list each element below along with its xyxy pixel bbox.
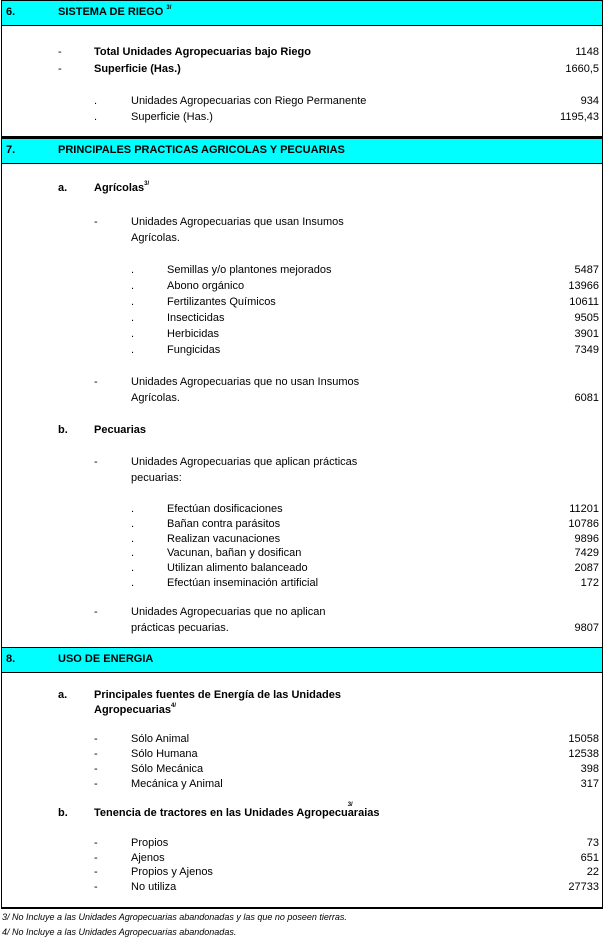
item-label: Fertilizantes Químicos — [167, 296, 276, 308]
uses-inputs-label: Unidades Agropecuarias que usan Insumos — [131, 216, 344, 228]
item-value: 11201 — [569, 503, 599, 515]
item-value: 317 — [580, 778, 599, 790]
item-label: No utiliza — [131, 881, 177, 893]
bullet: . — [131, 328, 135, 340]
bullet: . — [131, 518, 135, 530]
item-label: Propios — [131, 837, 169, 849]
item-value: 10611 — [569, 296, 599, 308]
section-8-header — [1, 647, 603, 673]
no-practices-value: 9807 — [574, 622, 599, 634]
applies-practices-label: Unidades Agropecuarias que aplican prácticas — [131, 456, 358, 468]
item-value: 27733 — [568, 881, 599, 893]
row-label: Superficie (Has.) — [131, 111, 213, 123]
bullet: - — [94, 881, 98, 893]
bullet: - — [58, 46, 62, 58]
subsection-b-letter: b. — [58, 424, 68, 436]
bullet: . — [131, 577, 135, 589]
energy-a-title-cont: Agropecuarias$^{4/}$ — [94, 703, 177, 716]
row-label: Unidades Agropecuarias con Riego Permanente — [131, 95, 367, 107]
bullet: - — [94, 606, 98, 618]
item-label: Ajenos — [131, 852, 165, 864]
subsection-a-letter: a. — [58, 182, 68, 194]
section-8-title: USO DE ENERGIA — [58, 653, 154, 665]
item-value: 398 — [580, 763, 599, 775]
bullet: . — [131, 280, 135, 292]
bullet: . — [94, 95, 98, 107]
item-value: 73 — [586, 837, 599, 849]
item-label: Bañan contra parásitos — [167, 518, 281, 530]
applies-practices-label-cont: pecuarias: — [131, 472, 182, 484]
no-inputs-value: 6081 — [574, 392, 599, 404]
section-6-body — [1, 26, 603, 136]
row-value: 1195,43 — [560, 111, 599, 123]
item-label: Insecticidas — [167, 312, 225, 324]
section-7-body — [1, 164, 603, 647]
footnote-3: 3/ No Incluye a las Unidades Agropecuarias abandonadas y las que no poseen tierras. — [2, 912, 347, 922]
bullet: . — [131, 547, 135, 559]
energy-a-title: Principales fuentes de Energía de las Unidades — [94, 689, 341, 701]
section-8-body — [1, 673, 603, 909]
energy-a-letter: a. — [58, 689, 68, 701]
row-label: Total Unidades Agropecuarias bajo Riego — [94, 46, 311, 58]
footnote-4: 4/ No Incluye a las Unidades Agropecuarias abandonadas. — [2, 927, 237, 937]
item-label: Propios y Ajenos — [131, 866, 213, 878]
item-label: Vacunan, bañan y dosifican — [167, 547, 302, 559]
bullet: - — [94, 763, 98, 775]
bullet: - — [94, 778, 98, 790]
item-value: 9505 — [574, 312, 599, 324]
item-value: 5487 — [574, 264, 599, 276]
bullet: . — [131, 312, 135, 324]
item-label: Realizan vacunaciones — [167, 533, 281, 545]
no-practices-label-cont: prácticas pecuarias. — [131, 622, 229, 634]
item-value: 9896 — [574, 533, 599, 545]
bullet: - — [94, 852, 98, 864]
bullet: - — [94, 733, 98, 745]
bullet: - — [58, 63, 62, 75]
bullet: - — [94, 866, 98, 878]
row-value: 934 — [580, 95, 599, 107]
energy-b-letter: b. — [58, 807, 68, 819]
item-label: Herbicidas — [167, 328, 219, 340]
item-value: 15058 — [568, 733, 599, 745]
item-value: 7429 — [574, 547, 599, 559]
item-label: Sólo Animal — [131, 733, 190, 745]
item-label: Abono orgánico — [167, 280, 245, 292]
item-value: 2087 — [574, 562, 599, 574]
energy-b-title: Tenencia de tractores en las Unidades Agropecu 3/ araias — [94, 807, 380, 820]
bullet: - — [94, 748, 98, 760]
item-value: 172 — [580, 577, 599, 589]
bullet: - — [94, 837, 98, 849]
subsection-a-title: Agrícolas$^{3/}$ — [94, 181, 150, 194]
bullet: . — [94, 111, 98, 123]
item-value: 3901 — [574, 328, 599, 340]
item-label: Mecánica y Animal — [131, 778, 223, 790]
section-6-title: SISTEMA DE RIEGO $^{3/}$ — [58, 5, 172, 18]
bullet: . — [131, 533, 135, 545]
item-value: 7349 — [574, 344, 599, 356]
section-6-header — [1, 0, 603, 26]
row-value: 1148 — [575, 46, 599, 58]
item-label: Efectúan dosificaciones — [167, 503, 283, 515]
section-6-number: 6. — [6, 6, 16, 18]
energy-a-note: 4/ — [171, 703, 177, 709]
item-value: 22 — [586, 866, 599, 878]
item-label: Fungicidas — [167, 344, 221, 356]
item-label: Efectúan inseminación artificial — [167, 577, 319, 589]
section-6-note: 3/ — [166, 5, 172, 11]
item-value: 10786 — [568, 518, 599, 530]
section-8-number: 8. — [6, 653, 16, 665]
item-value: 12538 — [568, 748, 599, 760]
row-label: Superficie (Has.) — [94, 63, 181, 75]
subsection-a-note: 3/ — [144, 181, 150, 187]
no-practices-label: Unidades Agropecuarias que no aplican — [131, 606, 326, 618]
bullet: . — [131, 264, 135, 276]
row-value: 1660,5 — [565, 63, 599, 75]
item-label: Sólo Mecánica — [131, 763, 204, 775]
bullet: - — [94, 376, 98, 388]
no-inputs-label: Unidades Agropecuarias que no usan Insumos — [131, 376, 360, 388]
bullet: . — [131, 296, 135, 308]
energy-b-note: 3/ — [347, 802, 353, 808]
bullet: - — [94, 216, 98, 228]
item-value: 13966 — [568, 280, 599, 292]
bullet: . — [131, 344, 135, 356]
item-label: Sólo Humana — [131, 748, 198, 760]
item-label: Utilizan alimento balanceado — [167, 562, 308, 574]
item-label: Semillas y/o plantones mejorados — [167, 264, 332, 276]
no-inputs-label-cont: Agrícolas. — [131, 392, 180, 404]
bullet: - — [94, 456, 98, 468]
section-7-title: PRINCIPALES PRACTICAS AGRICOLAS Y PECUARIAS — [58, 144, 345, 156]
item-value: 651 — [580, 852, 599, 864]
uses-inputs-label-cont: Agrícolas. — [131, 232, 180, 244]
section-7-header — [1, 136, 603, 164]
subsection-b-title: Pecuarias — [94, 424, 146, 436]
bullet: . — [131, 562, 135, 574]
section-7-number: 7. — [6, 144, 16, 156]
bullet: . — [131, 503, 135, 515]
